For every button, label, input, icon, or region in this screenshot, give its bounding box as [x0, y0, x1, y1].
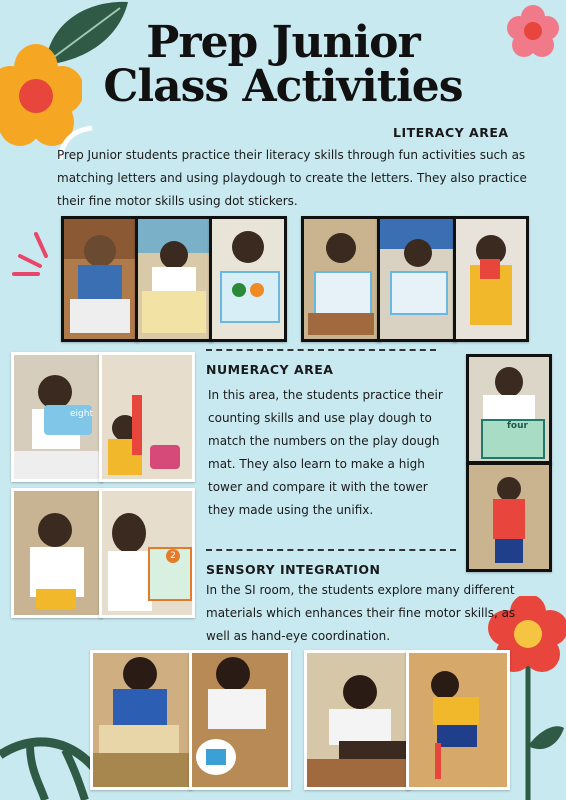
numeracy-card-eight: eight — [70, 409, 93, 419]
numeracy-photo-4 — [99, 488, 195, 618]
literacy-photo-1 — [61, 216, 139, 342]
numeracy-divider — [206, 349, 436, 351]
sensory-photo-1 — [90, 650, 192, 790]
numeracy-photo-6 — [466, 462, 552, 572]
sensory-photo-2 — [189, 650, 291, 790]
numeracy-card-2: 2 — [166, 549, 180, 563]
numeracy-photo-5 — [466, 354, 552, 464]
literacy-heading: LITERACY AREA — [393, 125, 509, 140]
page-title-line2: Class Activities — [103, 61, 463, 112]
numeracy-photo-3 — [11, 488, 103, 618]
literacy-photo-4 — [301, 216, 381, 342]
literacy-text: Prep Junior students practice their literacy skills through fun activities such as matching letters and using playdough to create the letters. They also practice their fine motor skills using dot stickers. — [57, 148, 527, 208]
literacy-photo-5 — [377, 216, 457, 342]
sensory-photo-4 — [406, 650, 510, 790]
sensory-divider — [206, 549, 456, 551]
numeracy-card-four: four — [507, 421, 528, 431]
numeracy-photo-2 — [99, 352, 195, 482]
literacy-photo-6 — [453, 216, 529, 342]
sensory-heading: SENSORY INTEGRATION — [206, 562, 381, 577]
literacy-photo-3 — [209, 216, 287, 342]
sensory-photo-3 — [304, 650, 410, 790]
numeracy-heading: NUMERACY AREA — [206, 362, 334, 377]
pink-sparkle-decoration — [6, 226, 62, 282]
page-title-line1: Prep Junior — [146, 17, 420, 68]
sensory-text: In the SI room, the students explore many different materials which enhances their fine motor skills, as well as hand-eye coordination. — [206, 583, 516, 643]
numeracy-text: In this area, the students practice their counting skills and use play dough to match the numbers on the play dough mat. They also learn to make a high tower and compare it with the tower they made using the unifix. — [208, 388, 443, 517]
numeracy-photo-1 — [11, 352, 103, 482]
literacy-photo-2 — [135, 216, 213, 342]
